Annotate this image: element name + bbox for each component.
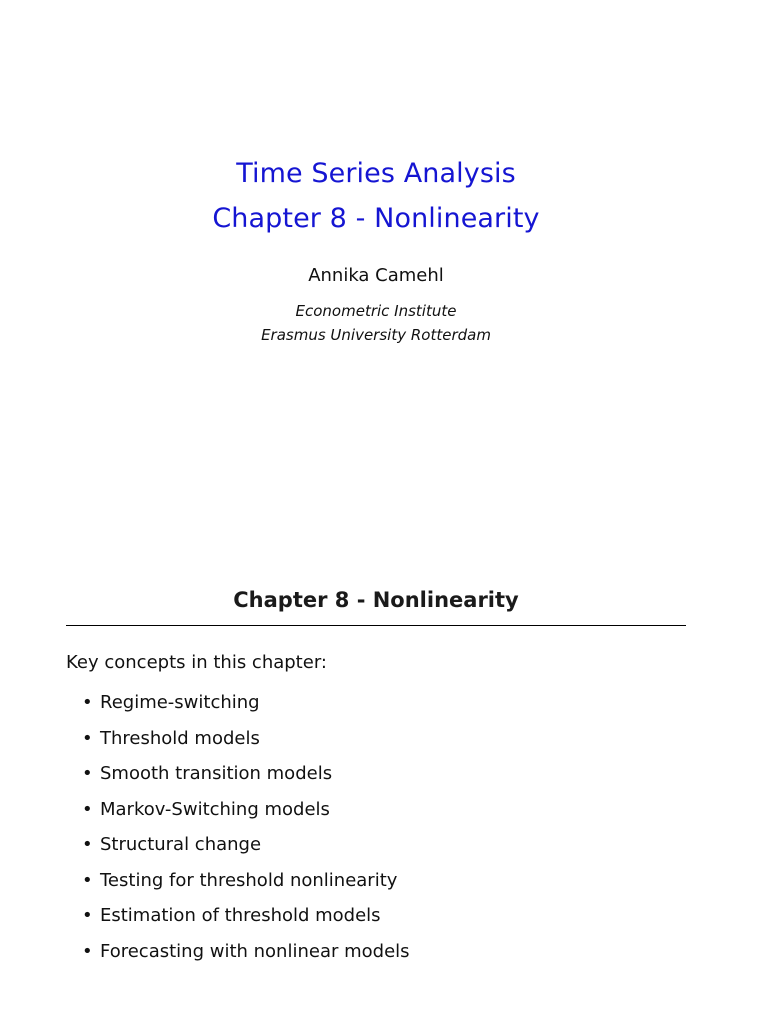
list-item-text: Forecasting with nonlinear models: [100, 940, 410, 962]
bullet-icon: •: [82, 798, 93, 820]
list-item-text: Smooth transition models: [100, 763, 333, 784]
affiliation-institute: Econometric Institute: [295, 302, 457, 320]
bullet-icon: •: [82, 727, 93, 749]
list-item: [82, 797, 410, 833]
bullet-icon: •: [82, 940, 93, 962]
list-item: [82, 903, 410, 939]
bullet-icon: •: [82, 763, 93, 784]
author-name: Annika Camehl: [308, 265, 444, 286]
list-item-text: Testing for threshold nonlinearity: [100, 869, 398, 891]
bullet-icon: •: [82, 834, 93, 855]
slide-subtitle: Chapter 8 - Nonlinearity: [212, 203, 540, 234]
list-item: [82, 726, 410, 762]
concepts-intro: Key concepts in this chapter:: [66, 652, 327, 673]
list-item-text: Markov-Switching models: [100, 798, 330, 820]
list-item: [82, 868, 410, 904]
list-item: [82, 761, 410, 797]
list-item-text: Structural change: [100, 834, 262, 855]
heading-divider: [66, 625, 686, 626]
list-item-text: Threshold models: [100, 727, 260, 749]
concept-list: [82, 690, 410, 974]
bullet-icon: •: [82, 692, 93, 713]
list-item: [82, 832, 410, 868]
bullet-icon: •: [82, 869, 93, 891]
list-item-text: Regime-switching: [100, 692, 260, 713]
bullet-icon: •: [82, 905, 93, 926]
list-item: [82, 690, 410, 726]
affiliation-university: Erasmus University Rotterdam: [261, 326, 491, 344]
slide-title: Time Series Analysis: [236, 158, 516, 189]
list-item: [82, 939, 410, 975]
chapter-heading: Chapter 8 - Nonlinearity: [233, 588, 519, 612]
list-item-text: Estimation of threshold models: [100, 905, 381, 926]
